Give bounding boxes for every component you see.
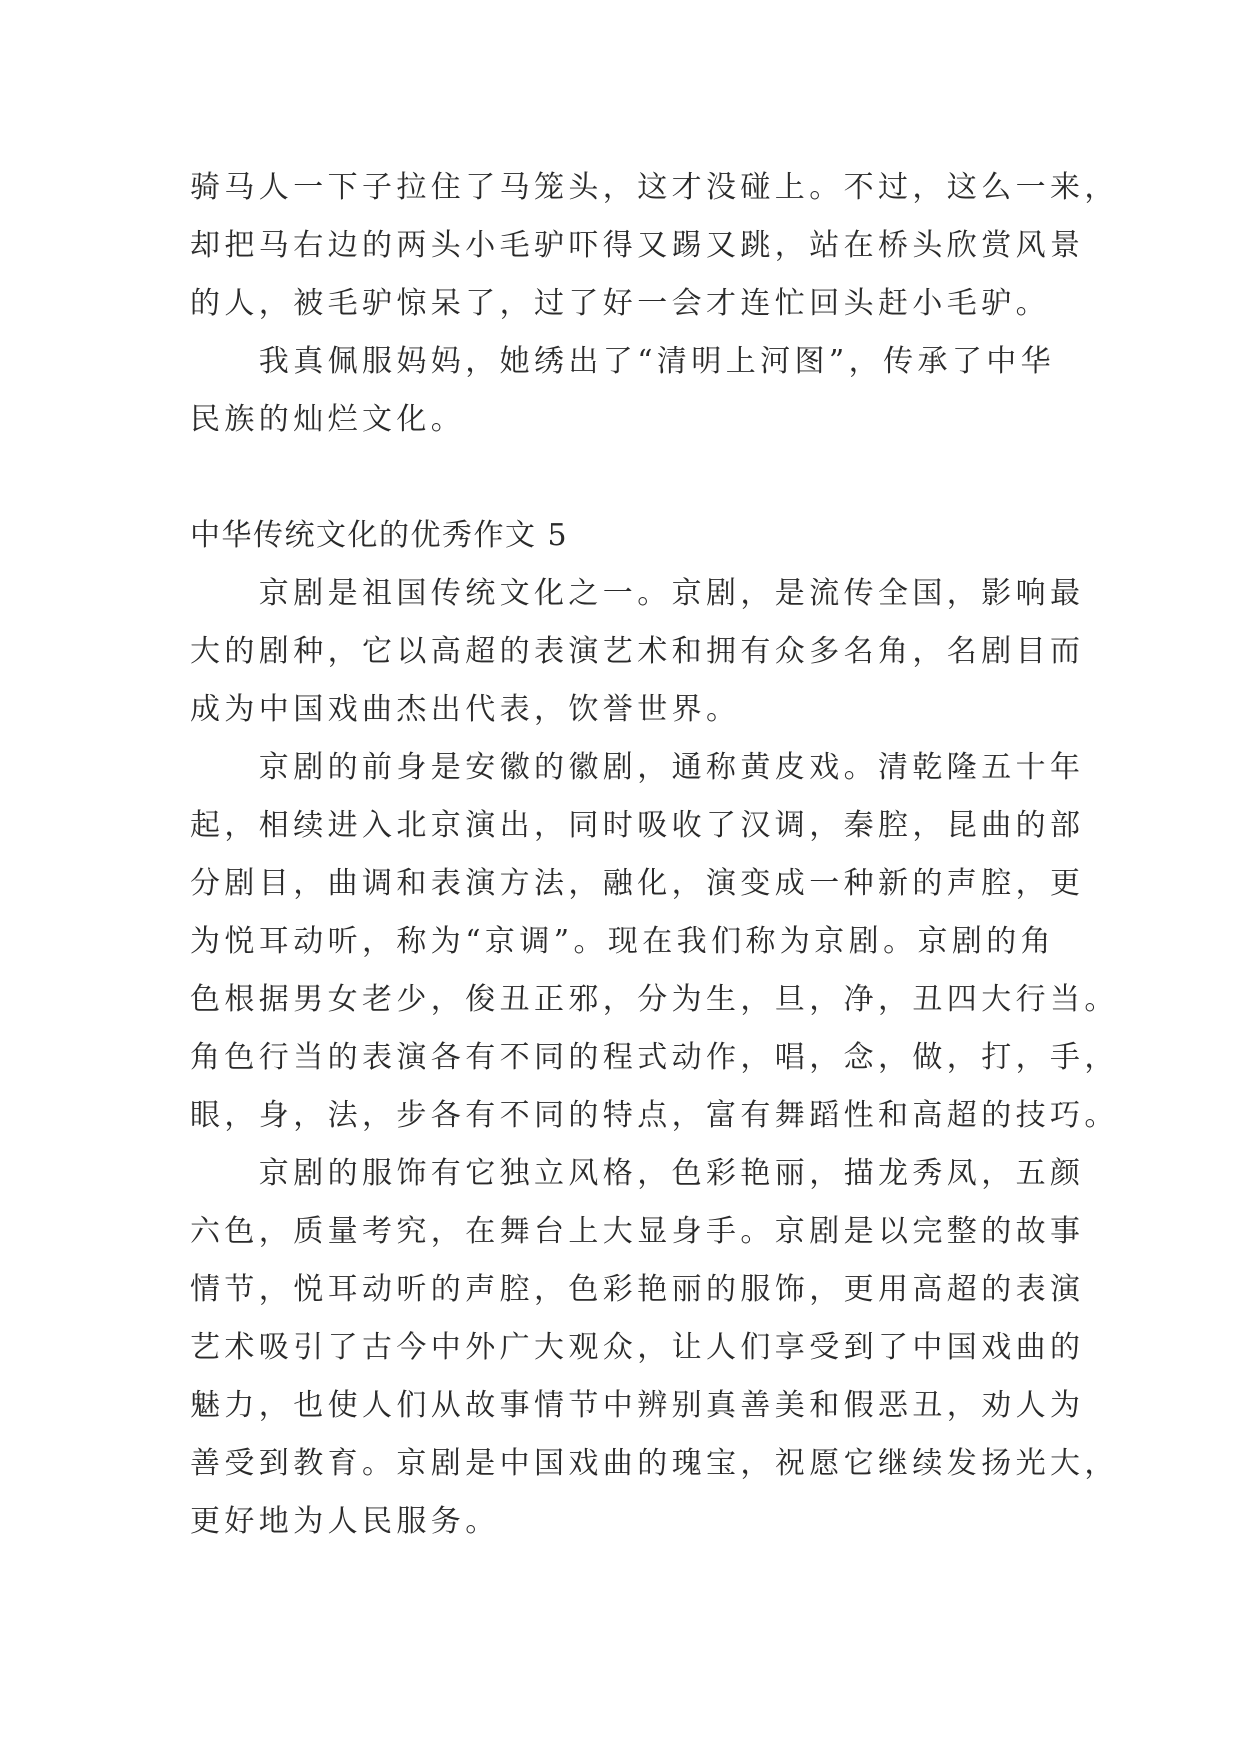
text-line: 却把马右边的两头小毛驴吓得又踢又跳，站在桥头欣赏风景 [190, 228, 1085, 263]
text-line: 为悦耳动听，称为“京调”。现在我们称为京剧。京剧的角 [190, 924, 1056, 959]
section-title: 中华传统文化的优秀作文 5 [190, 518, 569, 553]
text-line: 魅力，也使人们从故事情节中辨别真善美和假恶丑，劝人为 [190, 1388, 1085, 1423]
text-line: 我真佩服妈妈，她绣出了“清明上河图”，传承了中华 [190, 344, 1056, 379]
text-line: 情节，悦耳动听的声腔，色彩艳丽的服饰，更用高超的表演 [190, 1272, 1085, 1307]
text-line: 艺术吸引了古今中外广大观众，让人们享受到了中国戏曲的 [190, 1330, 1085, 1365]
text-line: 善受到教育。京剧是中国戏曲的瑰宝，祝愿它继续发扬光大， [190, 1446, 1119, 1481]
text-line: 京剧的前身是安徽的徽剧，通称黄皮戏。清乾隆五十年 [190, 750, 1085, 785]
text-line: 角色行当的表演各有不同的程式动作，唱，念，做，打，手， [190, 1040, 1119, 1075]
text-line: 骑马人一下子拉住了马笼头，这才没碰上。不过，这么一来， [190, 170, 1119, 205]
text-line: 的人，被毛驴惊呆了，过了好一会才连忙回头赶小毛驴。 [190, 286, 1050, 321]
text-line: 色根据男女老少，俊丑正邪，分为生，旦，净，丑四大行当。 [190, 982, 1119, 1017]
text-line: 更好地为人民服务。 [190, 1504, 500, 1539]
text-line: 成为中国戏曲杰出代表，饮誉世界。 [190, 692, 741, 727]
text-line: 眼，身，法，步各有不同的特点，富有舞蹈性和高超的技巧。 [190, 1098, 1119, 1133]
text-line: 京剧的服饰有它独立风格，色彩艳丽，描龙秀凤，五颜 [190, 1156, 1085, 1191]
text-line: 分剧目，曲调和表演方法，融化，演变成一种新的声腔，更 [190, 866, 1085, 901]
text-line: 京剧是祖国传统文化之一。京剧，是流传全国，影响最 [190, 576, 1085, 611]
text-line: 大的剧种，它以高超的表演艺术和拥有众多名角，名剧目而 [190, 634, 1085, 669]
text-line: 起，相续进入北京演出，同时吸收了汉调，秦腔，昆曲的部 [190, 808, 1085, 843]
text-line: 六色，质量考究，在舞台上大显身手。京剧是以完整的故事 [190, 1214, 1085, 1249]
text-line: 民族的灿烂文化。 [190, 402, 466, 437]
